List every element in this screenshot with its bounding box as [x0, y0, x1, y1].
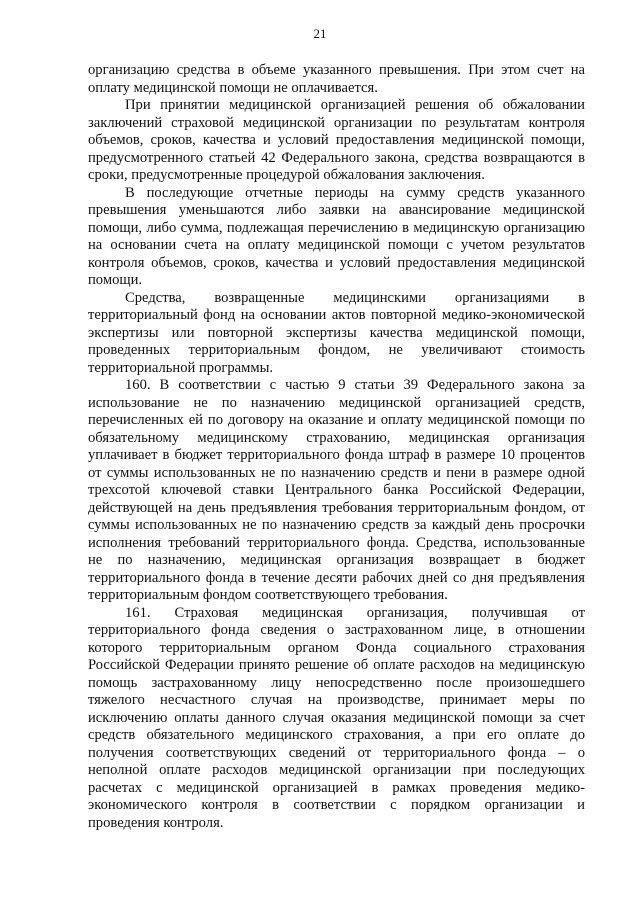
- paragraph-clause-160: 160. В соответствии с частью 9 статьи 39 Федерального закона за использование не по назначению медицинской организацией средств, перечисленных ей по договору на оказание и оплату медицинской помощи по обязательному медицинскому страхованию, медицинская организация уплачивает в бюджет территориального фонда штраф в размере 10 процентов от суммы использованных не по назначению средств и пени в размере одной трехсотой ключевой ставки Центрального банка Российской Федерации, действующей на день предъявления требования территориальным фондом, от суммы использованных не по назначению средств за каждый день просрочки исполнения требований территориального фонда. Средства, использованные не по назначению, медицинская организация возвращает в бюджет территориального фонда в течение десяти рабочих дней со дня предъявления территориальным фондом соответствующего требования.: [88, 377, 585, 603]
- document-body: [88, 62, 585, 832]
- page-number: 21: [313, 26, 327, 41]
- paragraph-continuation: организацию средства в объеме указанного превышения. При этом счет на оплату медицинской помощи не оплачивается.: [88, 62, 585, 96]
- paragraph-returned-funds: Средства, возвращенные медицинскими организациями в территориальный фонд на основании актов повторной медико-экономической экспертизы или повторной экспертизы качества медицинской помощи, проведенных территориальным фондом, не увеличивают стоимость территориальной программы.: [88, 289, 585, 376]
- paragraph-subsequent-periods: В последующие отчетные периоды на сумму средств указанного превышения уменьшаются либо заявки на авансирование медицинской помощи, либо сумма, подлежащая перечислению в медицинскую организацию на основании счета на оплату медицинской помощи с учетом результатов контроля объемов, сроков, качества и условий предоставления медицинской помощи.: [88, 184, 585, 288]
- paragraph-appeal-refund: При принятии медицинской организацией решения об обжаловании заключений страховой медицинской организации по результатам контроля объемов, сроков, качества и условий предоставления медицинской помощи, предусмотренного статьей 42 Федерального закона, средства возвращаются в сроки, предусмотренные процедурой обжалования заключения.: [88, 97, 585, 183]
- paragraph-clause-161: 161. Страховая медицинская организация, получившая от территориального фонда сведения о застрахованном лице, в отношении которого территориальным органом Фонда социального страхования Российской Федерации принято решение об оплате расходов на медицинскую помощь застрахованному лицу непосредственно после произошедшего тяжелого несчастного случая на производстве, принимает меры по исключению оплаты данного случая оказания медицинской помощи за счет средств обязательного медицинского страхования, а при его оплате до получения соответствующих сведений от территориального фонда – о неполной оплате расходов медицинской организации при последующих расчетах с медицинской организацией в рамках проведения медико-экономического контроля в соответствии с порядком организации и проведения контроля.: [88, 604, 585, 831]
